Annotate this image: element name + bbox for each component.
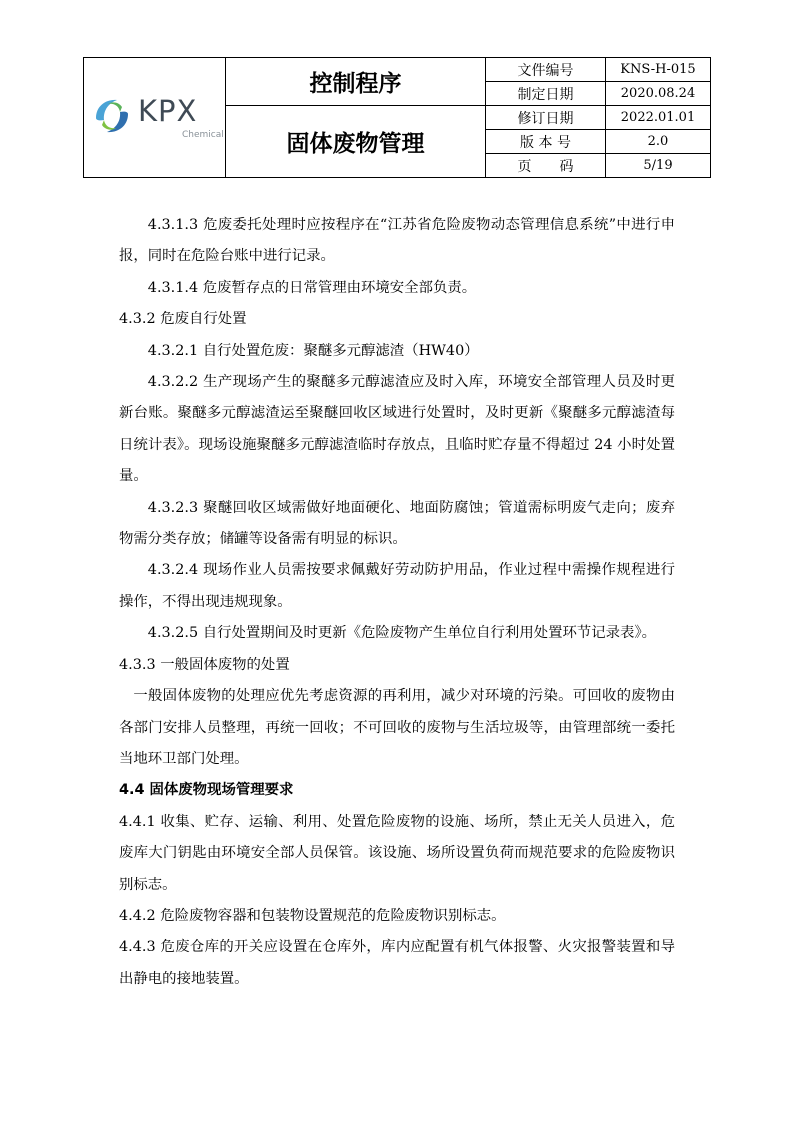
section-heading-4-3-2: 4.3.2 危废自行处置 <box>119 311 247 328</box>
section-heading-4-4: 4.4 固体废物现场管理要求 <box>119 782 294 799</box>
meta-value-page: 5/19 <box>606 154 711 178</box>
logo-text: KPX <box>138 94 198 128</box>
meta-value-doc-no: KNS-H-015 <box>606 58 711 82</box>
logo-cell <box>84 58 226 178</box>
paragraph-4-3-2-2: 4.3.2.2 生产现场产生的聚醚多元醇滤渣应及时入库，环境安全部管理人员及时更新台账。聚醚多元醇滤渣运至聚醚回收区域进行处置时，及时更新《聚醚多元醇滤渣每日统计表》。现场设施聚醚多元醇滤渣临时存放点，且临时贮存量不得超过 24 小时处置量。 <box>119 374 675 485</box>
document-body <box>119 210 675 995</box>
meta-value-revised-date: 2022.01.01 <box>606 106 711 130</box>
paragraph-4-3-2-3: 4.3.2.3 聚醚回收区域需做好地面硬化、地面防腐蚀；管道需标明废气走向；废弃物需分类存放；储罐等设备需有明显的标识。 <box>119 499 675 548</box>
meta-value-created-date: 2020.08.24 <box>606 82 711 106</box>
meta-label-revised-date: 修订日期 <box>486 106 606 130</box>
paragraph-4-3-1-4: 4.3.1.4 危废暂存点的日常管理由环境安全部负责。 <box>147 279 477 296</box>
meta-value-version: 2.0 <box>606 130 711 154</box>
document-category-title: 控制程序 <box>226 58 486 106</box>
logo-subtext: Chemical <box>182 130 224 140</box>
meta-label-doc-no: 文件编号 <box>486 58 606 82</box>
paragraph-4-3-2-1: 4.3.2.1 自行处置危废：聚醚多元醇滤渣（HW40） <box>147 342 479 359</box>
paragraph-4-3-2-5: 4.3.2.5 自行处置期间及时更新《危险废物产生单位自行利用处置环节记录表》。 <box>147 625 657 642</box>
paragraph-general-waste: 一般固体废物的处理应优先考虑资源的再利用，减少对环境的污染。可回收的废物由各部门安排人员整理，再统一回收；不可回收的废物与生活垃圾等，由管理部统一委托当地环卫部门处理。 <box>119 688 675 767</box>
document-header <box>83 57 711 178</box>
kpx-logo-icon <box>90 94 134 138</box>
paragraph-4-3-1-3: 4.3.1.3 危废委托处理时应按程序在“江苏省危险废物动态管理信息系统”中进行申报，同时在危险台账中进行记录。 <box>119 217 675 265</box>
paragraph-4-4-1: 4.4.1 收集、贮存、运输、利用、处置危险废物的设施、场所，禁止无关人员进入，危废库大门钥匙由环境安全部人员保管。该设施、场所设置负荷而规范要求的危险废物识别标志。 <box>119 813 675 893</box>
paragraph-4-3-2-4: 4.3.2.4 现场作业人员需按要求佩戴好劳动防护用品，作业过程中需操作规程进行操作，不得出现违规现象。 <box>119 562 675 610</box>
kpx-logo <box>90 94 224 140</box>
paragraph-4-4-2: 4.4.2 危险废物容器和包装物设置规范的危险废物识别标志。 <box>119 907 506 924</box>
meta-label-page: 页 码 <box>486 154 606 178</box>
paragraph-4-4-3: 4.4.3 危废仓库的开关应设置在仓库外，库内应配置有机气体报警、火灾报警装置和导出静电的接地装置。 <box>119 939 675 987</box>
meta-label-created-date: 制定日期 <box>486 82 606 106</box>
meta-label-version: 版 本 号 <box>486 130 606 154</box>
document-title: 固体废物管理 <box>226 106 486 178</box>
section-heading-4-3-3: 4.3.3 一般固体废物的处置 <box>119 656 290 673</box>
